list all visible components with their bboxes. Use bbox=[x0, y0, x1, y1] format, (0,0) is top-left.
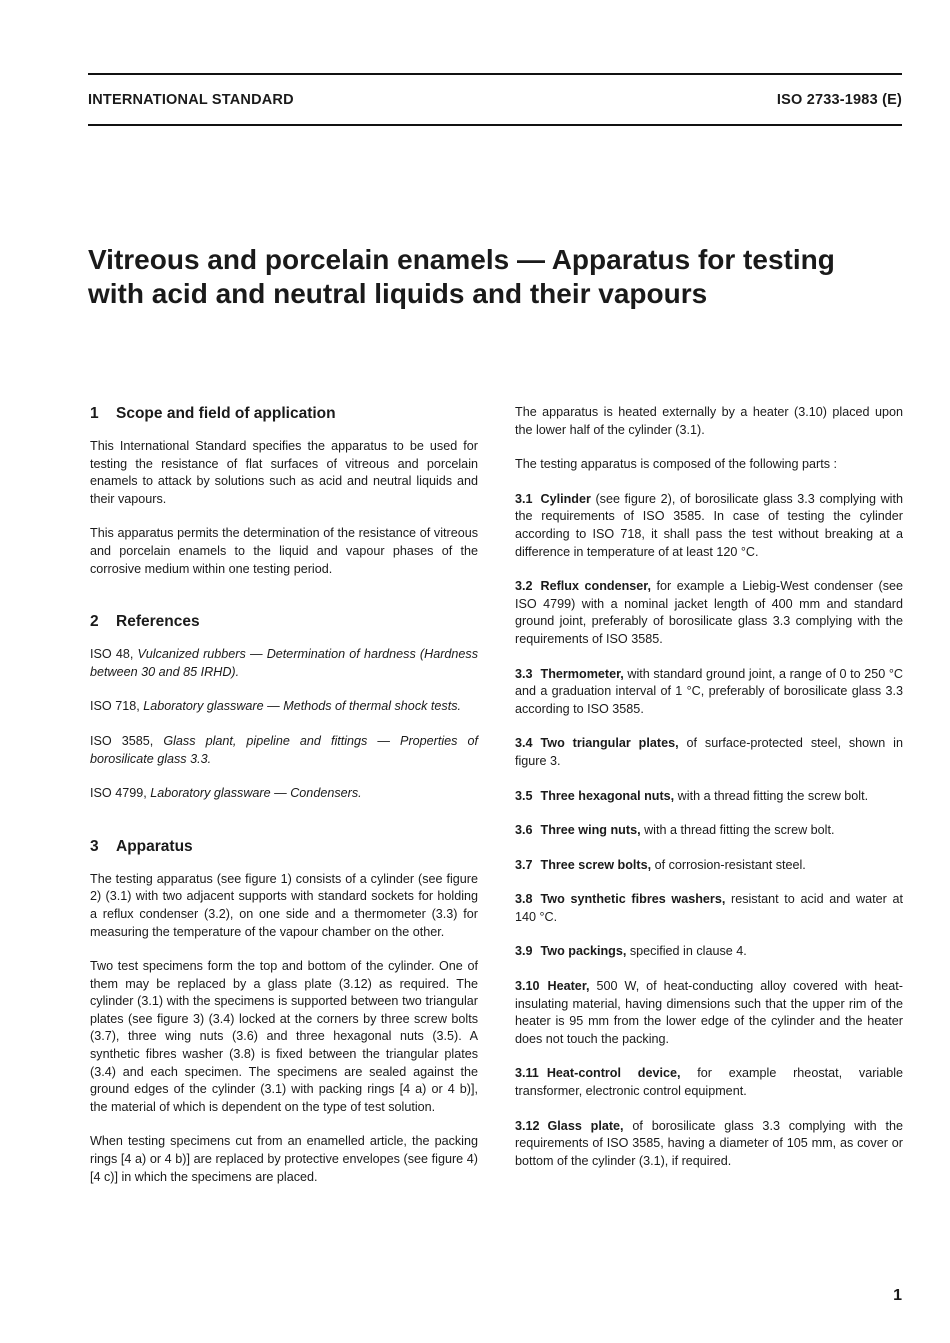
part-item-3-3 bbox=[515, 666, 903, 719]
page-number: 1 bbox=[893, 1287, 902, 1304]
part-item-3-6 bbox=[515, 822, 903, 840]
part-term: Two synthetic fibres washers, bbox=[540, 892, 726, 907]
part-item-3-12 bbox=[515, 1118, 903, 1171]
part-text: of borosilicate glass 3.3 complying with the requirements of ISO 3585, having a diameter of 105 mm, as cover or bottom of the cylinder (3.1), if required. bbox=[515, 1118, 904, 1168]
paragraph: This apparatus permits the determination of the resistance of vitreous and porcelain enamels to the liquid and vapour phases of the corrosive medium within one testing period. bbox=[90, 526, 478, 576]
part-number: 3.6 bbox=[515, 823, 533, 838]
section-number: 3 bbox=[90, 837, 99, 855]
paragraph: This International Standard specifies the apparatus to be used for testing the resistance of flat surfaces of vitreous and porcelain enamels to attack by solutions such as acid and neutral liquids and their vapours. bbox=[90, 439, 478, 506]
paragraph: The testing apparatus is composed of the following parts : bbox=[515, 457, 838, 472]
part-term: Glass plate, bbox=[547, 1118, 624, 1133]
title-line-1: Vitreous and porcelain enamels — Apparatus for testing bbox=[88, 244, 835, 275]
reference-title: Laboratory glassware — Condensers. bbox=[150, 786, 362, 801]
part-number: 3.1 bbox=[515, 491, 533, 506]
part-text: resistant to acid and water at 140 °C. bbox=[515, 892, 903, 924]
part-item-3-7 bbox=[515, 857, 903, 875]
part-text: 500 W, of heat-conducting alloy covered with heat-insulating material, having dimensions such that the upper rim of the heater is 95 mm from the lower edge of the cylinder and the heater does not touch the packing. bbox=[515, 979, 903, 1046]
paragraph: The testing apparatus (see figure 1) consists of a cylinder (see figure 2) (3.1) with two adjacent supports with standard sockets for holding a reflux condenser (3.2), on one side and a thermometer (3.3) for measuring the temperature of the vapour chamber on the other. bbox=[90, 871, 478, 939]
reference-item bbox=[90, 785, 478, 803]
part-item-3-8 bbox=[515, 891, 903, 926]
reference-code: ISO 4799, bbox=[90, 786, 147, 801]
paragraph: The apparatus is heated externally by a heater (3.10) placed upon the lower half of the cylinder (3.1). bbox=[515, 405, 903, 437]
part-term: Two packings, bbox=[540, 944, 627, 959]
part-text: with standard ground joint, a range of 0 to 250 °C and a graduation interval of 1 °C, preferably of borosilicate glass 3.3 according to ISO 3585. bbox=[515, 666, 903, 716]
reference-code: ISO 718, bbox=[90, 699, 140, 714]
part-text: (see figure 2), of borosilicate glass 3.3 complying with the requirements of ISO 3585. In case of testing the cylinder according to ISO 718, it shall pass the test without breaking at a difference in temperature of at least 120 °C. bbox=[515, 491, 903, 559]
part-term: Three wing nuts, bbox=[540, 823, 641, 838]
section-heading-apparatus bbox=[90, 837, 478, 857]
part-text: of surface-protected steel, shown in figure 3. bbox=[515, 736, 903, 768]
part-number: 3.2 bbox=[515, 579, 533, 594]
part-term: Cylinder bbox=[540, 491, 591, 506]
reference-item bbox=[90, 698, 478, 716]
part-text: with a thread fitting the screw bolt. bbox=[640, 823, 835, 838]
part-item-3-9 bbox=[515, 943, 903, 961]
part-term: Heater, bbox=[547, 979, 590, 994]
reference-item bbox=[90, 646, 478, 681]
part-item-3-1 bbox=[515, 491, 903, 561]
reference-title: Glass plant, pipeline and fittings — Properties of borosilicate glass 3.3. bbox=[90, 733, 479, 766]
section-title: Apparatus bbox=[116, 837, 193, 855]
part-term: Two triangular plates, bbox=[540, 736, 679, 751]
reference-title: Vulcanized rubbers — Determination of hardness (Hardness between 30 and 85 IRHD). bbox=[90, 647, 479, 679]
standard-number: ISO 2733-1983 (E) bbox=[776, 92, 902, 108]
document-title bbox=[88, 243, 908, 311]
reference-title: Laboratory glassware — Methods of thermal shock tests. bbox=[143, 699, 462, 714]
part-term: Thermometer, bbox=[540, 666, 624, 681]
right-column bbox=[515, 404, 903, 1170]
part-term: Three screw bolts, bbox=[540, 857, 652, 872]
section-heading-references bbox=[90, 612, 478, 632]
part-text: with a thread fitting the screw bolt. bbox=[674, 788, 869, 803]
part-number: 3.8 bbox=[515, 892, 533, 907]
part-item-3-2 bbox=[515, 578, 903, 648]
header-rule-bottom bbox=[88, 124, 902, 126]
part-text: specified in clause 4. bbox=[626, 944, 747, 959]
reference-code: ISO 3585, bbox=[90, 733, 154, 748]
part-item-3-11 bbox=[515, 1065, 903, 1100]
part-item-3-10 bbox=[515, 978, 903, 1048]
part-number: 3.9 bbox=[515, 944, 533, 959]
part-term: Heat-control device, bbox=[546, 1066, 681, 1081]
document-type-label: INTERNATIONAL STANDARD bbox=[88, 92, 294, 108]
part-number: 3.3 bbox=[515, 666, 533, 681]
reference-item bbox=[90, 733, 478, 768]
part-number: 3.5 bbox=[515, 788, 533, 803]
part-item-3-5 bbox=[515, 788, 903, 806]
part-number: 3.4 bbox=[515, 736, 533, 751]
header-rule-top bbox=[88, 73, 902, 75]
part-number: 3.12 bbox=[515, 1118, 540, 1133]
left-column bbox=[90, 404, 478, 1186]
part-number: 3.10 bbox=[515, 979, 540, 994]
section-number: 2 bbox=[90, 613, 99, 631]
part-text: of corrosion-resistant steel. bbox=[651, 857, 806, 872]
part-item-3-4 bbox=[515, 735, 903, 770]
section-title: Scope and field of application bbox=[116, 405, 336, 422]
reference-code: ISO 48, bbox=[90, 647, 134, 662]
part-text: for example rheostat, variable transformer, electronic control equipment. bbox=[515, 1066, 903, 1099]
part-text: for example a Liebig-West condenser (see ISO 4799) with a nominal jacket length of 400 mm and standard ground joint, preferably of borosilicate glass 3.3 complying with the requirements of ISO 3585. bbox=[515, 579, 903, 646]
paragraph: When testing specimens cut from an enamelled article, the packing rings [4 a) or 4 b)] are replaced by protective envelopes (see figure 4) [4 c)] in which the specimens are placed. bbox=[90, 1134, 478, 1184]
part-term: Reflux condenser, bbox=[540, 579, 652, 594]
part-term: Three hexagonal nuts, bbox=[540, 788, 675, 803]
section-number: 1 bbox=[90, 405, 99, 422]
part-number: 3.7 bbox=[515, 857, 533, 872]
paragraph: Two test specimens form the top and bottom of the cylinder. One of them may be replaced by a glass plate (3.12) as required. The cylinder (3.1) with the specimens is supported between two triangular plates (see figure 3) (3.4) locked at the corners by three screw bolts (3.7), three wing nuts (3.6) and three hexagonal nuts (3.5). A synthetic fibres washer (3.8) is fixed between the triangular plates (3.4) and each specimen. The specimens are sealed against the ground edges of the cylinder (3.1) with packing rings [4 a) or 4 b)], the material of which is dependent on the type of test solution. bbox=[90, 959, 478, 1114]
section-heading-scope bbox=[90, 404, 478, 424]
part-number: 3.11 bbox=[515, 1066, 539, 1081]
title-line-2: with acid and neutral liquids and their vapours bbox=[88, 278, 708, 309]
section-title: References bbox=[116, 613, 200, 631]
